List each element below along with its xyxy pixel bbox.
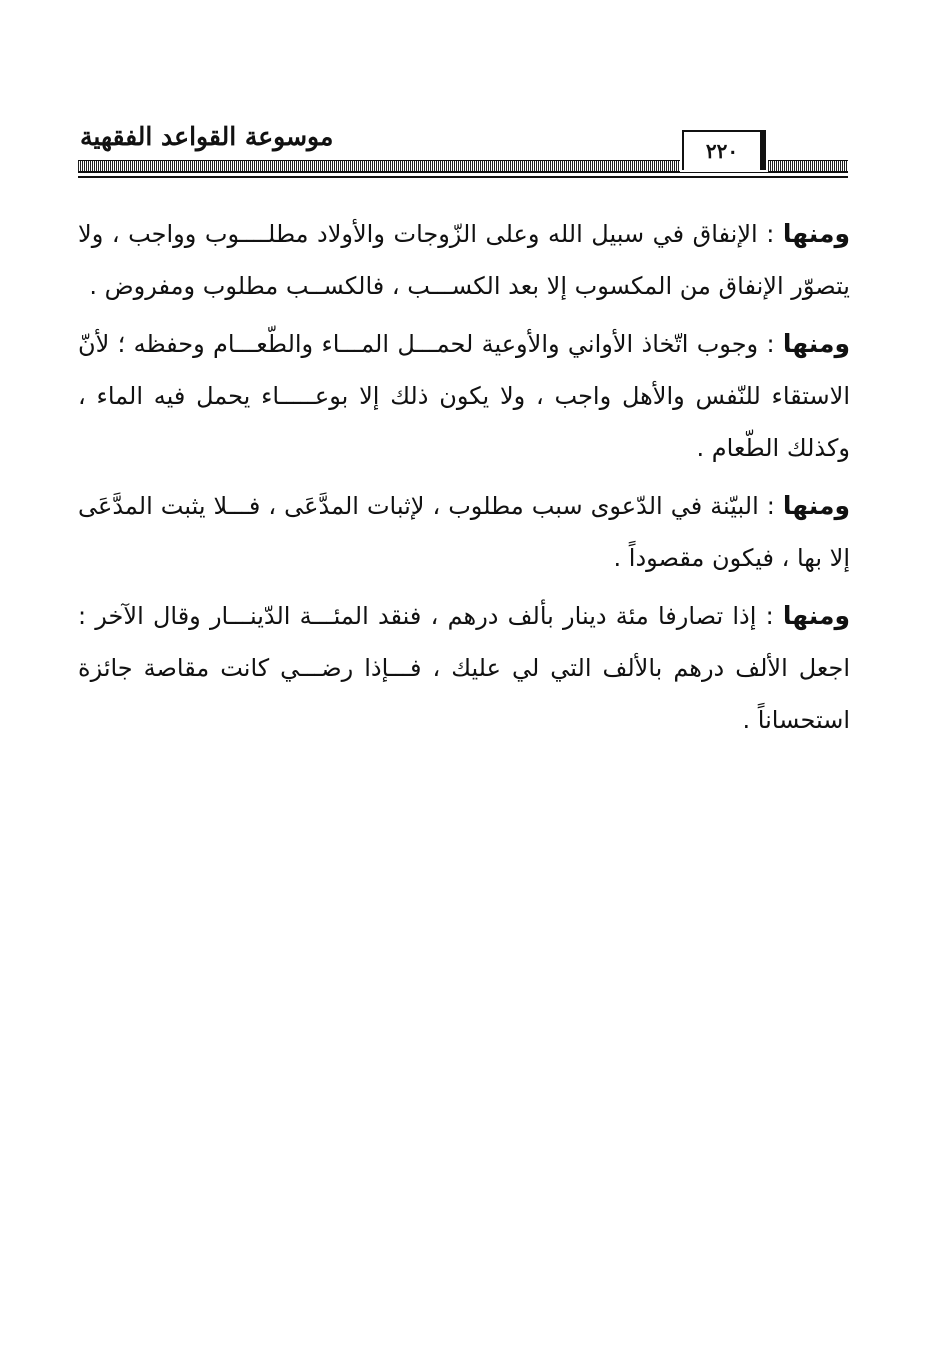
book-title: موسوعة القواعد الفقهية bbox=[80, 122, 334, 151]
paragraph-lead: ومنها bbox=[782, 329, 850, 358]
paragraph bbox=[78, 318, 850, 474]
paragraph-text: : الإنفاق في سبيل الله وعلى الزّوجات والأولاد مطلــــوب وواجب ، ولا يتصوّر الإنفاق من المكسوب إلا بعد الكســـب ، فالكســب مطلوب ومفروض . bbox=[78, 220, 850, 300]
paragraph bbox=[78, 590, 850, 746]
page-header bbox=[78, 118, 848, 190]
header-rule-line bbox=[78, 176, 848, 178]
paragraph-lead: ومنها bbox=[782, 491, 850, 520]
paragraph bbox=[78, 208, 850, 312]
paragraph-lead: ومنها bbox=[782, 219, 850, 248]
page-number: ٢٢٠ bbox=[682, 130, 766, 170]
paragraph bbox=[78, 480, 850, 584]
paragraph-text: : البيّنة في الدّعوى سبب مطلوب ، لإثبات المدَّعَى ، فـــلا يثبت المدَّعَى إلا بها ، فيكون مقصوداً . bbox=[78, 492, 850, 572]
paragraph-text: : وجوب اتّخاذ الأواني والأوعية لحمـــل المـــاء والطّعـــام وحفظه ؛ لأنّ الاستقاء للنّفس والأهل واجب ، ولا يكون ذلك إلا بوعـــــاء يحمل فيه الماء ، وكذلك الطّعام . bbox=[78, 330, 850, 462]
paragraph-lead: ومنها bbox=[782, 601, 850, 630]
body-text bbox=[78, 208, 850, 752]
paragraph-text: : إذا تصارفا مئة دينار بألف درهم ، فنقد المئـــة الدّينـــار وقال الآخر : اجعل الألف درهم بالألف التي لي عليك ، فـــإذا رضـــي كانت مقاصة جائزة استحساناً . bbox=[78, 602, 850, 734]
